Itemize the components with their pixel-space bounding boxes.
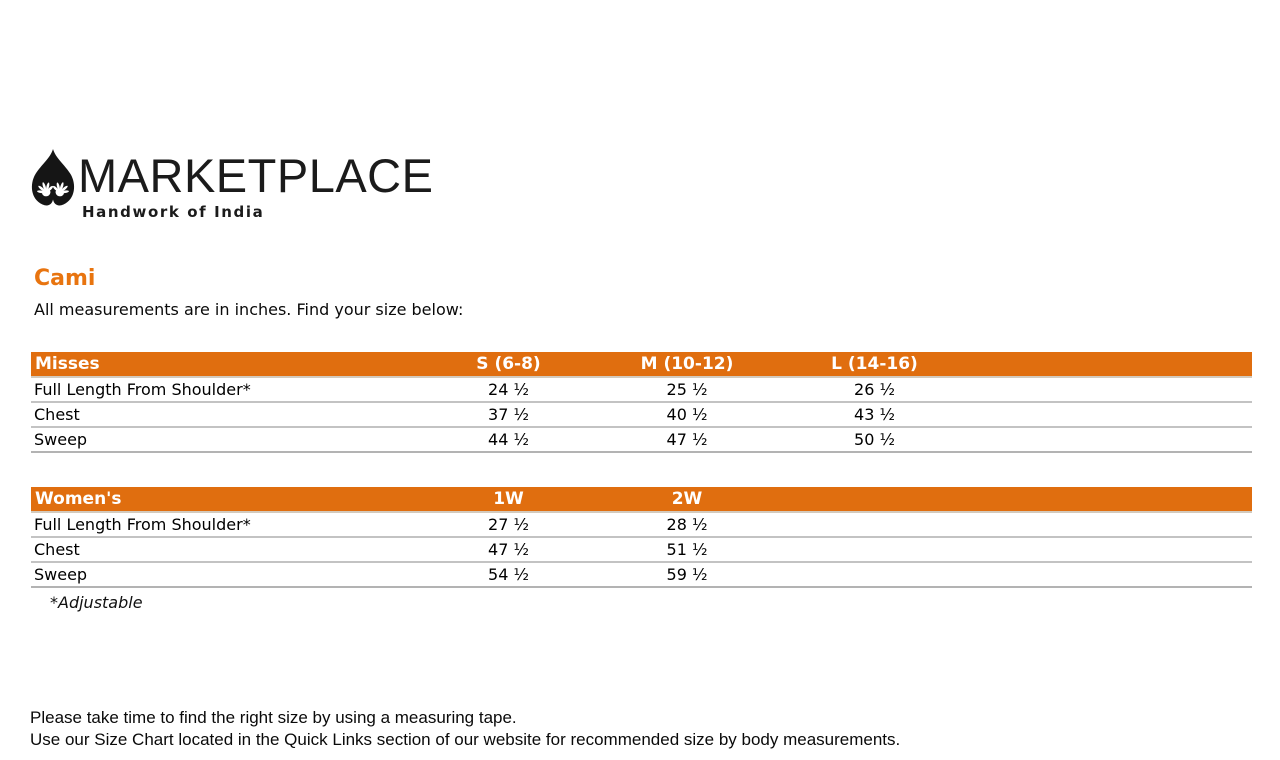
cell: 51 ½ (597, 537, 777, 562)
column-header-s: S (6-8) (420, 352, 597, 377)
row-label: Chest (31, 402, 420, 427)
brand-logo (28, 149, 433, 221)
column-header-l: L (14-16) (777, 352, 972, 377)
column-header-m: M (10-12) (597, 352, 777, 377)
cell: 47 ½ (420, 537, 597, 562)
footer-note (30, 707, 900, 751)
page-subtitle: All measurements are in inches. Find your size below: (34, 300, 464, 319)
brand-name: MARKETPLACE (78, 149, 434, 202)
cell-filler (777, 512, 1252, 537)
table-row (31, 512, 1252, 537)
cell: 44 ½ (420, 427, 597, 452)
table-row (31, 402, 1252, 427)
table-row (31, 377, 1252, 402)
table-row (31, 537, 1252, 562)
header-filler (972, 352, 1252, 377)
table-row (31, 427, 1252, 452)
cell: 54 ½ (420, 562, 597, 587)
column-header-1w: 1W (420, 487, 597, 512)
cell: 28 ½ (597, 512, 777, 537)
cell-filler (972, 377, 1252, 402)
footer-line-1: Please take time to find the right size by using a measuring tape. (30, 708, 517, 727)
womens-header-row (31, 487, 1252, 512)
table-title-misses: Misses (31, 352, 420, 377)
cell-filler (972, 402, 1252, 427)
cell: 27 ½ (420, 512, 597, 537)
adjustable-footnote: *Adjustable (50, 593, 143, 612)
misses-size-table (31, 352, 1252, 453)
cell-filler (972, 427, 1252, 452)
cell: 43 ½ (777, 402, 972, 427)
row-label: Sweep (31, 427, 420, 452)
cell: 50 ½ (777, 427, 972, 452)
cell: 24 ½ (420, 377, 597, 402)
cell-filler (777, 537, 1252, 562)
row-label: Chest (31, 537, 420, 562)
header-filler (777, 487, 1252, 512)
cell: 25 ½ (597, 377, 777, 402)
womens-size-table (31, 487, 1252, 588)
cell: 59 ½ (597, 562, 777, 587)
page-title: Cami (34, 266, 96, 291)
cell: 37 ½ (420, 402, 597, 427)
row-label: Full Length From Shoulder* (31, 512, 420, 537)
cell: 40 ½ (597, 402, 777, 427)
footer-line-2: Use our Size Chart located in the Quick Links section of our website for recommended size by body measurements. (30, 730, 901, 749)
table-row (31, 562, 1252, 587)
cell: 47 ½ (597, 427, 777, 452)
cell: 26 ½ (777, 377, 972, 402)
column-header-2w: 2W (597, 487, 777, 512)
misses-header-row (31, 352, 1252, 377)
cell-filler (777, 562, 1252, 587)
table-title-womens: Women's (31, 487, 420, 512)
brand-tagline: Handwork of India (82, 203, 265, 221)
row-label: Sweep (31, 562, 420, 587)
peepal-leaf-hands-icon (28, 149, 78, 213)
row-label: Full Length From Shoulder* (31, 377, 420, 402)
